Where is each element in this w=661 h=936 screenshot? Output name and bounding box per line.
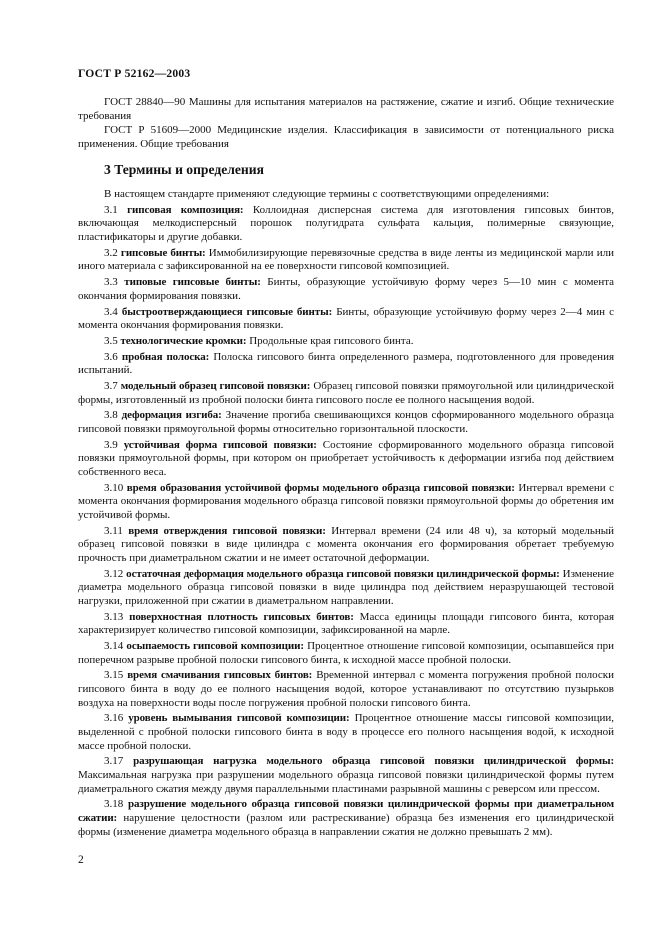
term-name: устойчивая форма гипсовой повязки:: [123, 438, 317, 451]
term-definition: [78, 712, 614, 753]
reference-item: ГОСТ 28840—90 Машины для испытания материалов на растяжение, сжатие и изгиб. Общие технические требования: [78, 96, 614, 122]
term-number: 3.7: [104, 380, 118, 393]
term-text: Процентное отношение массы гипсовой композиции, выделенной с пробной полоски гипсового бинта в воду в процессе его полного насыщения водой, к исходной массе пробной полоски.: [78, 712, 615, 752]
term-text: Изменение диаметра модельного образца гипсовой повязки в виде цилиндра под действием неразрушающей тестовой нагрузки, приложенной при сжатии в диаметральном направлении.: [78, 567, 615, 607]
term-name: гипсовая композиция:: [127, 203, 244, 216]
term-number: 3.15: [104, 669, 124, 682]
term-name: технологические кромки:: [120, 334, 247, 347]
term-number: 3.16: [104, 712, 124, 725]
term-number: 3.14: [104, 640, 124, 653]
term-definition: [78, 335, 614, 349]
term-number: 3.2: [104, 246, 118, 259]
term-name: время образования устойчивой формы модельного образца гипсовой повязки:: [126, 481, 515, 494]
term-text: Бинты, образующие устойчивую форму через 5—10 мин с момента окончания формирования повязки.: [78, 276, 615, 302]
term-number: 3.8: [104, 409, 118, 422]
term-name: осыпаемость гипсовой композиции:: [126, 640, 304, 653]
term-name: модельный образец гипсовой повязки:: [120, 380, 311, 393]
term-number: 3.6: [104, 350, 118, 363]
intro-paragraph: В настоящем стандарте применяют следующие термины с соответствующими определениями:: [104, 188, 550, 200]
term-definition: [78, 276, 614, 303]
term-definition: [78, 611, 614, 638]
term-number: 3.10: [104, 481, 124, 494]
term-text: Иммобилизирующие перевязочные средства в виде ленты из медицинской марли или иного материала с зафиксированной на ее поверхности гипсовой композицией.: [78, 246, 614, 273]
document-header: ГОСТ Р 52162—2003: [78, 67, 191, 80]
term-definition: [78, 204, 614, 245]
term-name: деформация изгиба:: [121, 409, 222, 422]
term-number: 3.1: [104, 203, 118, 216]
term-text: Коллоидная дисперсная система для изготовления гипсовых бинтов, включающая мелкодисперсный порошок полугидрата сульфата кальция, полимерные связующие, пластификаторы и другие добавки.: [78, 203, 614, 243]
term-definition: [78, 351, 614, 378]
term-number: 3.17: [104, 755, 124, 768]
term-definition: [78, 798, 614, 839]
term-name: разрушение модельного образца гипсовой повязки цилиндрической формы при диаметральном сжатии:: [78, 798, 614, 824]
term-number: 3.18: [104, 798, 124, 811]
term-number: 3.4: [104, 305, 118, 318]
term-name: гипсовые бинты:: [120, 246, 206, 259]
term-text: Продольные края гипсового бинта.: [249, 334, 414, 347]
page-number: 2: [78, 854, 84, 866]
term-name: разрушающая нагрузка модельного образца гипсовой повязки цилиндрической формы:: [133, 755, 615, 768]
term-text: Полоска гипсового бинта определенного размера, подготовленного для проведения испытаний.: [78, 350, 615, 377]
term-text: Максимальная нагрузка при разрушении модельного образца гипсовой повязки цилиндрической формы путем диаметрального сжатия между двумя параллельными пластинами разрывной машины с реверсом или прессом.: [78, 768, 614, 795]
term-text: Интервал времени (24 или 48 ч), за который модельный образец гипсовой повязки в виде цилиндра с момента окончания его формирования обретает требуемую прочность при диаметральном сжатии и не имеет остаточной деформации.: [78, 524, 615, 564]
terms-body: [78, 188, 614, 841]
section-title: 3 Термины и определения: [104, 162, 264, 177]
term-name: поверхностная плотность гипсовых бинтов:: [129, 610, 354, 623]
term-number: 3.12: [104, 567, 124, 580]
term-text: Интервал времени с момента окончания формирования модельного образца гипсовой повязки прямоугольной формы до обретения им устойчивой формы.: [78, 481, 615, 521]
reference-item: ГОСТ Р 51609—2000 Медицинские изделия. Классификация в зависимости от потенциального риска применения. Общие требования: [78, 124, 614, 150]
term-number: 3.13: [104, 610, 124, 623]
term-number: 3.9: [104, 438, 118, 451]
term-name: время смачивания гипсовых бинтов:: [127, 669, 313, 682]
term-text: Бинты, образующие устойчивую форму через 2—4 мин с момента окончания формирования повязки.: [78, 305, 615, 332]
term-definition: [78, 306, 614, 333]
term-definition: [78, 669, 614, 710]
term-definition: [78, 640, 614, 667]
term-definition: [78, 409, 614, 436]
term-text: Образец гипсовой повязки прямоугольной или цилиндрической формы, изготовленный из пробной полоски бинта гипсового после ее полного насыщения водой.: [78, 380, 615, 406]
term-definition: [78, 525, 614, 566]
term-number: 3.3: [104, 276, 118, 289]
term-definition: [78, 247, 614, 274]
term-text: Процентное отношение гипсовой композиции, осыпавшейся при поперечном разрыве пробной полоски гипсового бинта, к исходной массе пробной полоски.: [78, 640, 615, 666]
term-name: пробная полоска:: [121, 350, 210, 363]
term-definition: [78, 482, 614, 523]
term-text: нарушение целостности (разлом или растрескивание) образца без изменения его цилиндрической формы (изменение диаметра модельного образца в направлении сжатия не должно превышать 2 мм).: [78, 811, 614, 838]
term-text: Временной интервал с момента погружения пробной полоски гипсового бинта в воду до ее полного насыщения водой, которое устанавливают по отсутствию пузырьков воздуха на поверхности воды после погружения пробной полоски гипсового бинта.: [78, 669, 615, 709]
term-name: остаточная деформация модельного образца гипсовой повязки цилиндрической формы:: [126, 567, 560, 580]
term-text: Состояние сформированного модельного образца гипсовой повязки прямоугольной формы, при котором он приобретает устойчивость к деформации изгиба под действием собственного веса.: [78, 438, 614, 478]
term-number: 3.11: [104, 524, 123, 537]
term-text: Масса единицы площади гипсового бинта, которая характеризирует количество гипсовой композиции, зафиксированной на марле.: [78, 610, 615, 637]
references-list: [78, 96, 614, 152]
term-name: уровень вымывания гипсовой композиции:: [128, 712, 350, 725]
term-number: 3.5: [104, 334, 118, 347]
term-name: время отверждения гипсовой повязки:: [128, 524, 326, 537]
term-name: быстроотверждающиеся гипсовые бинты:: [121, 305, 333, 318]
term-text: Значение прогиба свешивающихся концов сформированного модельного образца гипсовой повязки прямоугольной формы относительно горизонтальной плоскости.: [78, 409, 614, 435]
term-name: типовые гипсовые бинты:: [124, 276, 261, 289]
term-definition: [78, 380, 614, 407]
term-definition: [78, 439, 614, 480]
term-definition: [78, 568, 614, 609]
term-definition: [78, 755, 614, 796]
